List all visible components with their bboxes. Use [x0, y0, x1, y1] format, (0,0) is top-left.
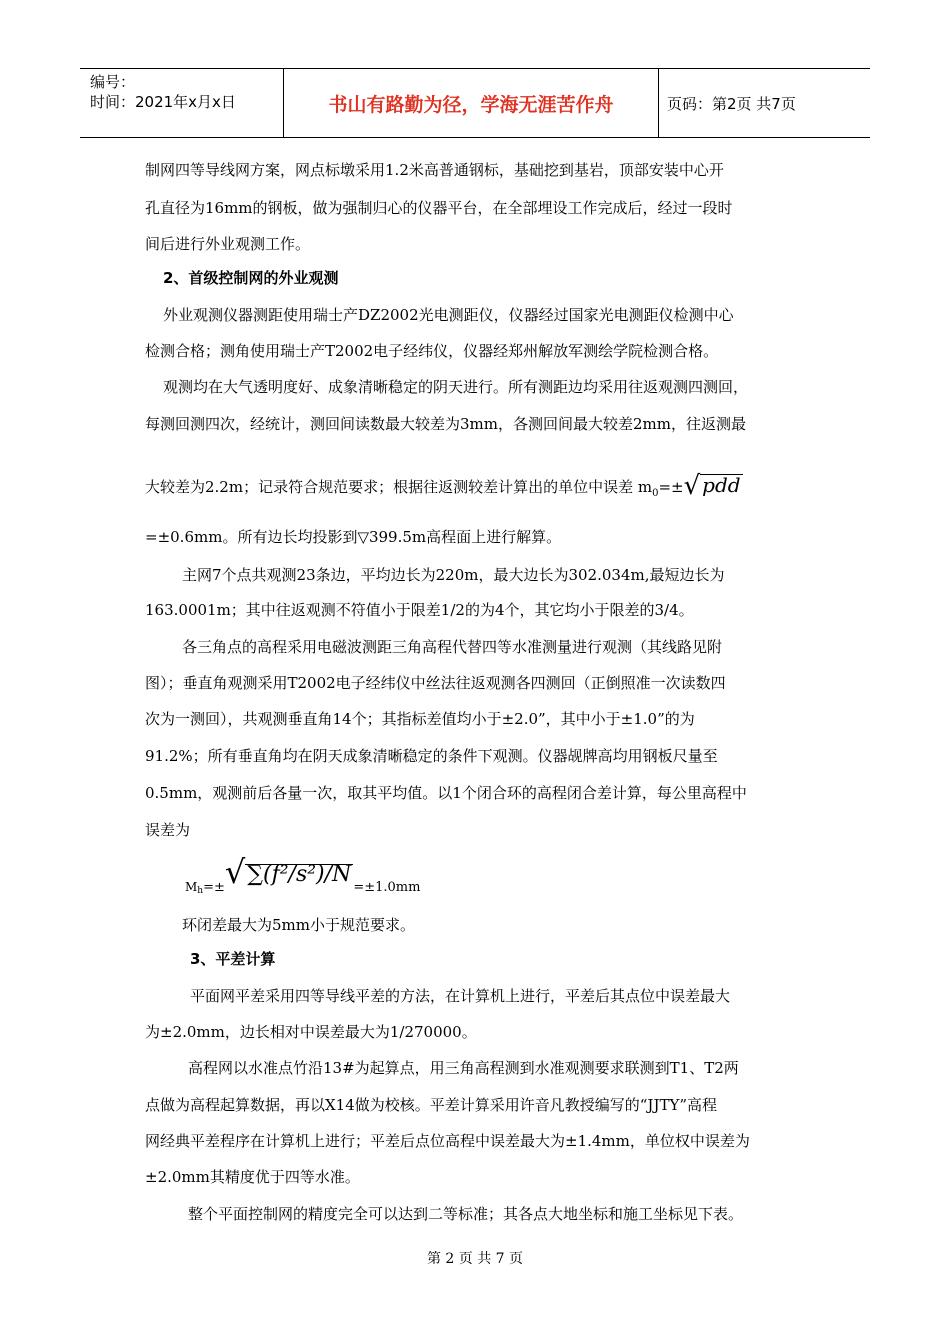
radicand: ∑(f²/s²)/N [247, 862, 352, 887]
body-line: 网经典平差程序在计算机上进行；平差后点位高程中误差最大为±1.4mm，单位权中误差为 [145, 1132, 750, 1150]
radicand: pdd [702, 473, 741, 497]
header-page-info: 页码：第2页 共7页 [667, 94, 796, 113]
section-heading: 2、首级控制网的外业观测 [163, 269, 339, 287]
body-line: 91.2%；所有垂直角均在阴天成象清晰稳定的条件下观测。仪器觇牌高均用钢板尺量至 [145, 747, 718, 765]
equals-pm: =± [203, 880, 225, 895]
body-line: 0.5mm，观测前后各量一次，取其平均值。以1个闭合环的高程闭合差计算，每公里高程中 [145, 784, 747, 802]
formula-result: =±1.0mm [353, 880, 421, 895]
body-line: 孔直径为16mm的钢板，做为强制归心的仪器平台，在全部埋设工作完成后，经过一段时 [145, 199, 733, 217]
sqrt-formula [683, 471, 743, 501]
body-line: 检测合格；测角使用瑞士产T2002电子经纬仪，仪器经郑州解放军测绘学院检测合格。 [145, 342, 719, 360]
body-line: 整个平面控制网的精度完全可以达到二等标准；其各点大地坐标和施工坐标见下表。 [188, 1205, 744, 1223]
radical-sign: √ [683, 471, 701, 501]
body-line: 平面网平差采用四等导线平差的方法，在计算机上进行，平差后其点位中误差最大 [190, 987, 731, 1005]
body-line: 为±2.0mm，边长相对中误差最大为1/270000。 [145, 1023, 477, 1041]
body-text: 大较差为2.2m；记录符合规范要求；根据往返测较差计算出的单位中误差 m [145, 478, 653, 496]
body-line: 制网四等导线网方案，网点标墩采用1.2米高普通钢标，基础挖到基岩，顶部安装中心开 [145, 161, 724, 179]
body-line: 环闭差最大为5mm小于规范要求。 [182, 916, 415, 934]
radical-sign: √ [224, 853, 246, 891]
body-line: 次为一测回），共观测垂直角14个；其指标差值均小于±2.0”，其中小于±1.0”的为 [145, 710, 695, 728]
body-line: 点做为高程起算数据，再以X14做为校核。平差计算采用许音凡教授编写的“JJTY”高程 [145, 1096, 718, 1114]
body-line: 观测均在大气透明度好、成象清晰稳定的阴天进行。所有测距边均采用往返观测四测回， [163, 378, 749, 396]
body-line: 外业观测仪器测距使用瑞士产DZ2002光电测距仪，仪器经过国家光电测距仪检测中心 [163, 306, 734, 324]
body-line: 间后进行外业观测工作。 [145, 235, 311, 253]
m0-subscript: 0 [652, 488, 659, 499]
body-line: 163.0001m；其中往返观测不符值小于限差1/2的为4个，其它均小于限差的3/4。 [145, 601, 694, 619]
body-line: 误差为 [145, 821, 191, 839]
body-line: 主网7个点共观测23条边，平均边长为220m，最大边长为302.034m,最短边长为 [182, 566, 725, 584]
number-label: 编号： [90, 73, 136, 91]
body-line: 图）；垂直角观测采用T2002电子经纬仪中丝法往返观测各四测回（正倒照准一次读数四 [145, 674, 726, 692]
header-motto: 书山有路勤为径，学海无涯苦作舟 [284, 69, 659, 137]
time-label: 时间：2021年x月x日 [90, 93, 236, 111]
sqrt-formula [224, 853, 353, 891]
formula-line-mh [185, 853, 421, 902]
body-line: 各三角点的高程采用电磁波测距三角高程代替四等水准测量进行观测（其线路见附 [182, 638, 723, 656]
body-line: 高程网以水准点竹沿13#为起算点，用三角高程测到水准观测要求联测到T1、T2两 [188, 1059, 739, 1077]
header-meta [80, 69, 284, 137]
page-footer: 第 2 页 共 7 页 [426, 1251, 524, 1267]
body-line: 每测回测四次，经统计，测回间读数最大较差为3mm，各测回间最大较差2mm，往返测最 [145, 415, 746, 433]
body-line: ±2.0mm其精度优于四等水准。 [145, 1168, 360, 1186]
section-heading: 3、平差计算 [190, 950, 276, 968]
mh-subscript: h [197, 886, 204, 896]
equals-pm: =± [658, 478, 684, 496]
body-line: =±0.6mm。所有边长均投影到▽399.5m高程面上进行解算。 [145, 528, 562, 546]
mh-label: M [185, 880, 198, 894]
page-header [80, 68, 870, 138]
formula-line-m0 [145, 471, 743, 504]
